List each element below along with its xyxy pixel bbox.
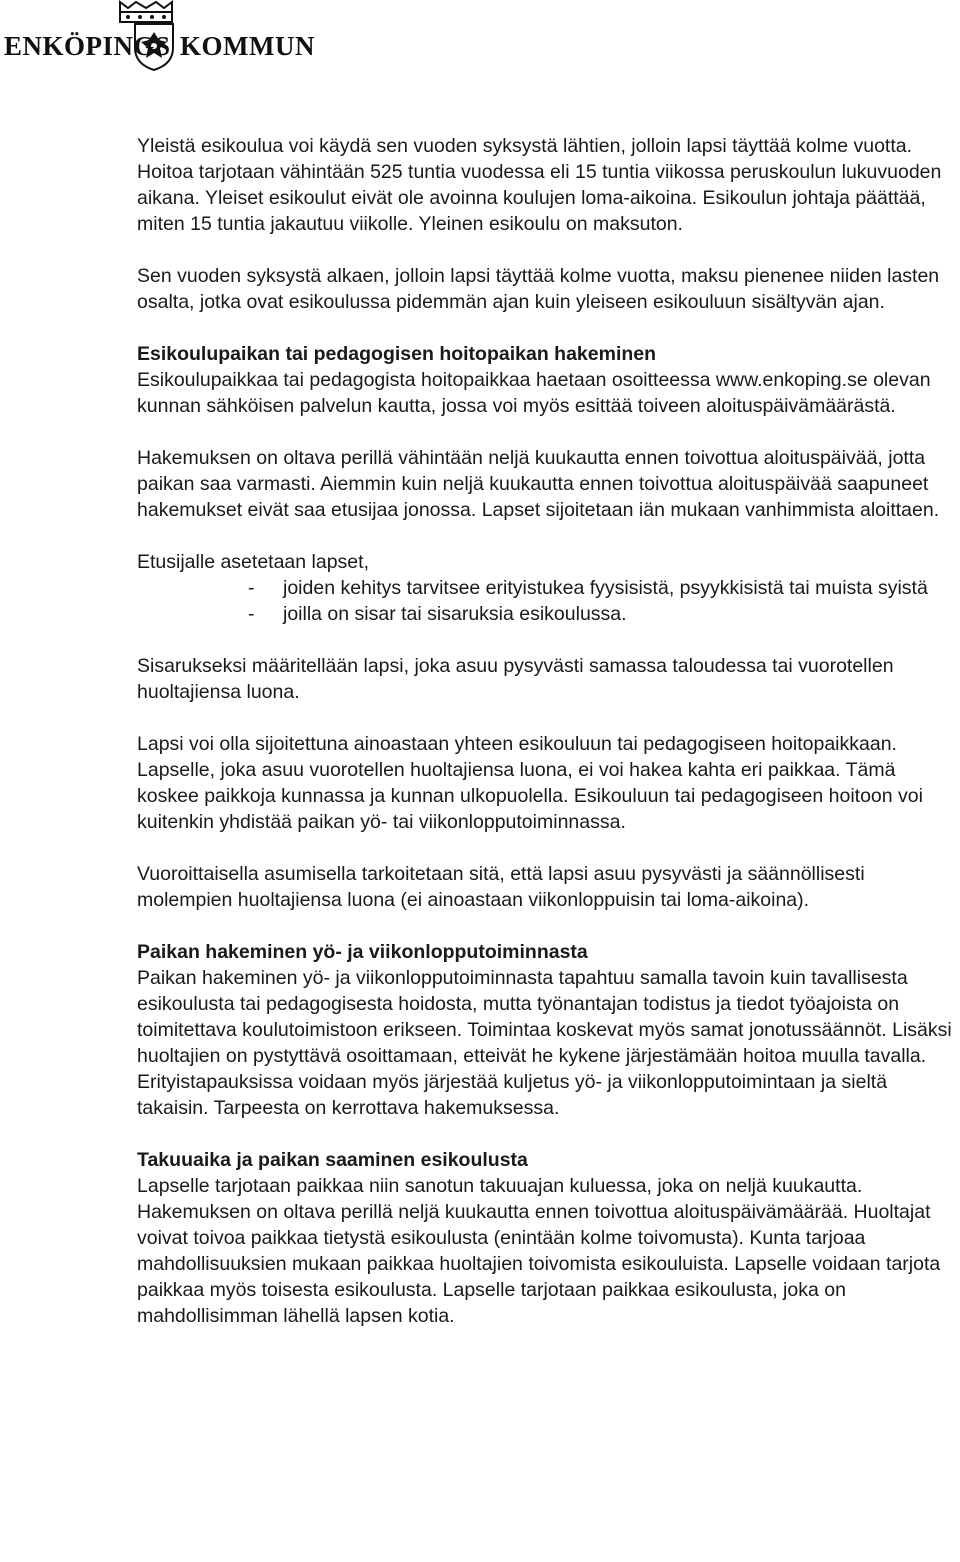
section-applying	[137, 341, 955, 419]
list-item	[137, 601, 955, 627]
paragraph-night-weekend: Paikan hakeminen yö- ja viikonlopputoiminnasta tapahtuu samalla tavoin kuin tavallisesta esikoulusta tai pedagogisesta hoidosta, mutta työnantajan todistus ja tiedot työajoista on toimitettava koulutoimistoon erikseen. Toimintaa koskevat myös samat jonotussäännöt. Lisäksi huoltajien on pystyttävä osoittamaan, etteivät he kykene järjestämään hoitoa muulla tavalla. Erityistapauksissa voidaan myös järjestää kuljetus yö- ja viikonlopputoimintaan ja sieltä takaisin. Tarpeesta on kerrottava hakemuksessa.	[137, 967, 952, 1119]
logo-text-enkopings: ENKÖPINGS	[4, 31, 171, 61]
paragraph-sibling-definition: Sisarukseksi määritellään lapsi, joka asuu pysyvästi samassa taloudessa tai vuorotellen huoltajiensa luona.	[137, 655, 894, 703]
document-body	[137, 133, 955, 1355]
paragraph-fee-reduction: Sen vuoden syksystä alkaen, jolloin lapsi täyttää kolme vuotta, maksu pienenee niiden lasten osalta, jotka ovat esikoulussa pidemmän ajan kuin yleiseen esikouluun sisältyvän ajan.	[137, 265, 940, 313]
section-night-weekend	[137, 939, 955, 1121]
paragraph-alternating-residence: Vuoroittaisella asumisella tarkoitetaan sitä, että lapsi asuu pysyvästi ja säännöllisesti molempien huoltajiensa luona (ei ainoastaan viikonloppuisin tai loma-aikoina).	[137, 863, 865, 911]
logo-text-kommun: KOMMUN	[180, 31, 315, 61]
paragraph-applying: Esikoulupaikkaa tai pedagogista hoitopaikkaa haetaan osoitteessa www.enkoping.se olevan kunnan sähköisen palvelun kautta, jossa voi myös esittää toiveen aloituspäivämäärästä.	[137, 369, 931, 417]
paragraph-general-preschool: Yleistä esikoulua voi käydä sen vuoden syksystä lähtien, jolloin lapsi täyttää kolme vuotta. Hoitoa tarjotaan vähintään 525 tuntia vuodessa eli 15 tuntia viikossa peruskoulun lukuvuoden aikana. Yleiset esikoulut eivät ole avoinna koulujen loma-aikoina. Esikoulun johtaja päättää, miten 15 tuntia jakautuu viikolle. Yleinen esikoulu on maksuton.	[137, 135, 942, 235]
heading-applying: Esikoulupaikan tai pedagogisen hoitopaikan hakeminen	[137, 343, 657, 365]
bullet-dash: -	[248, 577, 255, 599]
list-item	[137, 575, 955, 601]
priority-list	[137, 575, 955, 627]
list-item-text: joiden kehitys tarvitsee erityistukea fyysisistä, psyykkisistä tai muista syistä	[283, 577, 928, 599]
heading-guarantee: Takuuaika ja paikan saaminen esikoulusta	[137, 1149, 528, 1171]
municipality-logo	[0, 0, 315, 75]
paragraph-priority-intro: Etusijalle asetetaan lapset,	[137, 551, 369, 573]
paragraph-guarantee: Lapselle tarjotaan paikkaa niin sanotun takuuajan kuluessa, joka on neljä kuukautta. Hakemuksen on oltava perillä neljä kuukautta ennen toivottua aloituspäivämäärää. Huoltajat voivat toivoa paikkaa tietystä esikoulusta (enintään kolme toivomusta). Kunta tarjoaa mahdollisuuksien mukaan paikkaa huoltajien toivomista esikouluista. Lapselle voidaan tarjota paikkaa myös toisesta esikoulusta. Lapselle tarjotaan paikkaa esikoulusta, joka on mahdollisimman lähellä lapsen kotia.	[137, 1175, 941, 1327]
heading-night-weekend: Paikan hakeminen yö- ja viikonlopputoiminnasta	[137, 941, 588, 963]
paragraph-application-deadline: Hakemuksen on oltava perillä vähintään neljä kuukautta ennen toivottua aloituspäivää, jotta paikan saa varmasti. Aiemmin kuin neljä kuukautta ennen toivottua aloituspäivää saapuneet hakemukset eivät saa etusijaa jonossa. Lapset sijoitetaan iän mukaan vanhimmista aloittaen.	[137, 447, 940, 521]
list-item-text: joilla on sisar tai sisaruksia esikoulussa.	[283, 603, 627, 625]
paragraph-single-placement: Lapsi voi olla sijoitettuna ainoastaan yhteen esikouluun tai pedagogiseen hoitopaikkaan. Lapselle, joka asuu vuorotellen huoltajiensa luona, ei voi hakea kahta eri paikkaa. Tämä koskee paikkoja kunnassa ja kunnan ulkopuolella. Esikouluun tai pedagogiseen hoitoon voi kuitenkin yhdistää paikan yö- tai viikonlopputoiminnassa.	[137, 733, 923, 833]
section-guarantee	[137, 1147, 955, 1329]
bullet-dash: -	[248, 603, 255, 625]
